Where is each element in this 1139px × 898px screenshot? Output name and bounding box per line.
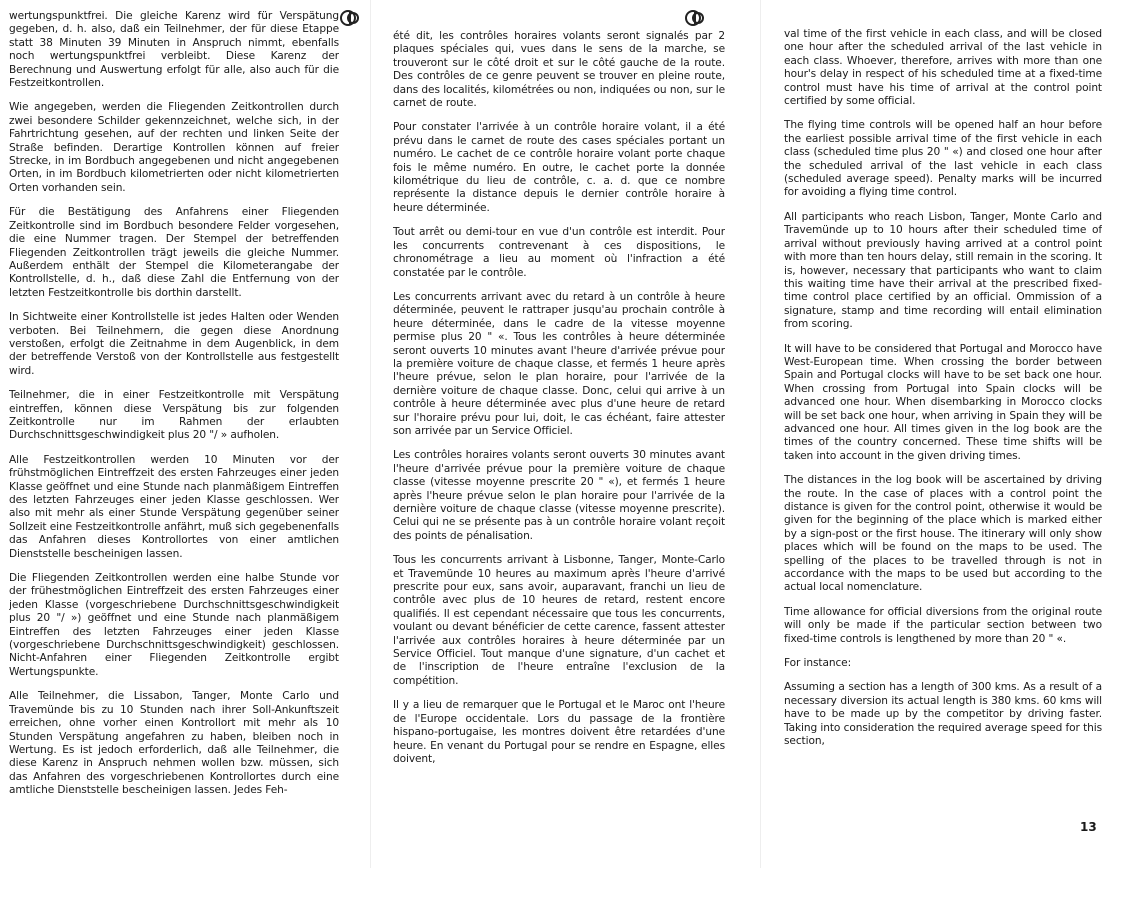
column-gap xyxy=(370,0,371,868)
column-gap xyxy=(760,0,761,868)
paragraph: Pour constater l'arrivée à un contrôle horaire volant, il a été prévu dans le carnet de route des cases spéciales portant un numéro. Le cachet de ce contrôle horaire volant porte chaque fois le même numéro. En outre, le cachet porte la donnée kilométrique du lieu de contrôle, c. a. d. que ce nombre représente la distance depuis le dernier contrôle horaire à heure déterminée. xyxy=(393,121,725,214)
english-text-column xyxy=(784,28,1102,896)
paragraph: Il y a lieu de remarquer que le Portugal et le Maroc ont l'heure de l'Europe occidentale. Lors du passage de la frontière hispano-portugaise, les montres doivent être retardées d'une heure. En venant du Portugal pour se rendre en Espagne, elles doivent, xyxy=(393,699,725,765)
paragraph: Les contrôles horaires volants seront ouverts 30 minutes avant l'heure d'arrivée prévue pour la première voiture de chaque classe (vitesse moyenne prescrite 20 " «), et fermés 1 heure après l'heure prévue selon le plan horaire pour l'arrivée de la dernière voiture de chaque classe (vitesse moyenne prescrite). Celui qui ne se présente pas à un contrôle horaire volant reçoit des points de pénalisation. xyxy=(393,449,725,542)
rally-emblem-icon xyxy=(340,8,360,28)
paragraph: The flying time controls will be opened half an hour before the earliest possible arrival time of the first vehicle in each class (scheduled time plus 20 " «) and closed one hour after the scheduled arrival of the last vehicle in each class (scheduled average speed). Penalty marks will be incurred for avoiding a flying time control. xyxy=(784,119,1102,199)
paragraph: été dit, les contrôles horaires volants seront signalés par 2 plaques spéciales qui, vues dans le sens de la marche, se trouveront sur le côté droit et sur le côté gauche de la route. Des contrôles de ce genre peuvent se trouver en pleine route, dans des localités, kilométrées ou non, indiquées ou non, sur le carnet de route. xyxy=(393,30,725,110)
paragraph: For instance: xyxy=(784,657,852,670)
paragraph: All participants who reach Lisbon, Tanger, Monte Carlo and Travemünde up to 10 hours after their scheduled time of arrival without previously having arrived at a control point with more than ten hours delay, still remain in the scoring. It is, however, necessary that participants who want to claim this waiting time have their arrival at the prescribed fixed-time control place certified by an official. Ommission of a signature, stamp and time recording will entail elimination from scoring. xyxy=(784,210,1102,331)
rally-emblem-icon xyxy=(340,8,360,28)
page-number: 13 xyxy=(1080,820,1097,834)
paragraph: Die Fliegenden Zeitkontrollen werden eine halbe Stunde vor der frühestmöglichen Eintreffzeit des ersten Fahrzeuges einer jeden Klasse (vorgeschriebene Durchschnittsgeschwindigkeit plus 20 "/ ») geöffnet und eine Stunde nach planmäßigem Eintreffen des letzten Fahrzeuges einer jeden Klasse (vorgeschriebene Durchschnittsgeschwindigkeit) geschlossen. Nicht-Anfahren einer Fliegenden Zeitkontrolle ergibt Wertungspunkte. xyxy=(9,572,339,678)
paragraph: Teilnehmer, die in einer Festzeitkontrolle mit Verspätung eintreffen, können diese Verspätung bis zur folgenden Zeitkontrolle nur im Rahmen der erlaubten Durchschnittsgeschwindigkeit plus 20 "/ » aufholen. xyxy=(9,389,339,442)
paragraph: Assuming a section has a length of 300 kms. As a result of a necessary diversion its actual length is 380 kms. 60 kms will have to be made up by the competitor by driving faster. Taking into consideration the required average speed for this section, xyxy=(784,681,1102,748)
french-text-column xyxy=(393,30,725,898)
paragraph: Tous les concurrents arrivant à Lisbonne, Tanger, Monte-Carlo et Travemünde 10 heures au maximum après l'heure d'arrivé prescrite pour eux, sans avoir, auparavant, franchi un lieu de contrôle avec plus de 10 heures de retard, restent encore qualifiés. Il est cependant nécessaire que tous les concurrents, voulant ou devant bénéficier de cette carence, fassent attester l'arrivée aux contrôles horaires à heure déterminée par un Service Officiel. Tout manque d'une signature, d'un cachet et de l'inscription de l'heure entraîne l'exclusion de la compétition. xyxy=(393,554,725,687)
rally-emblem-icon xyxy=(685,8,705,28)
paragraph: Time allowance for official diversions from the original route will only be made if the particular section between two fixed-time controls is lengthened by more than 20 " «. xyxy=(784,605,1102,645)
paragraph: Les concurrents arrivant avec du retard à un contrôle à heure déterminée, peuvent le rattraper jusqu'au prochain contrôle à heure déterminée, dans le cadre de la vitesse moyenne permise plus 20 " «. Tous les contrôles à heure déterminée seront ouverts 10 minutes avant l'heure d'arrivée prévue pour la première voiture de chaque classe, et fermés 1 heure après l'heure prévue, selon le plan horaire, pour l'arrivée de la dernière voiture de chaque classe. Donc, celui qui arrive à un contrôle à heure déterminée avec plus d'une heure de retard sur l'horaire prévu pour lui, doit, le cas échéant, faire attester son arrivée par un Service Officiel. xyxy=(393,290,725,437)
rally-emblem-icon xyxy=(685,8,705,28)
paragraph: The distances in the log book will be ascertained by driving the route. In the case of places with a control point the distance is given for the control point, otherwise it would be given for the beginning of the place which is marked either by a sign-post or the first house. The itinerary will only show places which will be found on the maps to be used. The spelling of the places to be travelled through is not in accordance with the maps to be used but according to the actual local nomenclature. xyxy=(784,474,1102,594)
paragraph: Wie angegeben, werden die Fliegenden Zeitkontrollen durch zwei besondere Schilder gekennzeichnet, welche sich, in der Fahrtrichtung gesehen, auf der rechten und linken Seite der Straße befinden. Derartige Kontrollen können auf freier Strecke, in im Bordbuch angegebenen und nicht angegebenen Orten, in im Bordbuch kilometrierten oder nicht kilometrierten Orten vorhanden sein. xyxy=(9,101,339,194)
paragraph: Alle Festzeitkontrollen werden 10 Minuten vor der frühstmöglichen Eintreffzeit des ersten Fahrzeuges einer jeden Klasse geöffnet und eine Stunde nach planmäßigem Eintreffen des letzten Fahrzeuges einer jeden Klasse geschlossen. Wer also mit mehr als einer Stunde Verspätung gegenüber seiner Sollzeit eine Festzeitkontrolle anfährt, muß sich gegebenenfalls das Anfahren dieses Kontrollortes von einer amtlichen Dienststelle bescheinigen lassen. xyxy=(9,453,339,560)
paragraph: It will have to be considered that Portugal and Morocco have West-European time. When crossing the border between Spain and Portugal clocks will have to be set back one hour. When crossing from Portugal into Spain clocks will be advanced one hour. When disembarking in Morocco clocks will be set back one hour, when arriving in Spain they will be advanced one hour. All times given in the log book are the times of the country concerned. These time shifts will be taken into account in the given driving times. xyxy=(784,342,1102,462)
paragraph: Für die Bestätigung des Anfahrens einer Fliegenden Zeitkontrolle sind im Bordbuch besondere Felder vorgesehen, die eine Nummer tragen. Der Stempel der betreffenden Fliegenden Zeitkontrollen trägt jeweils die gleiche Nummer. Außerdem enthält der Stempel die Kilometerangabe der Kontrollstelle, d. h., daß diese Zahl die Entfernung von der letzten Festzeitkontrolle bis dorthin darstellt. xyxy=(9,206,339,299)
paragraph: Alle Teilnehmer, die Lissabon, Tanger, Monte Carlo und Travemünde bis zu 10 Stunden nach ihrer Soll-Ankunftszeit erreichen, ohne vorher einen Kontrollort mit mehr als 10 Stunden Verspätung angefahren zu haben, bleiben noch in Wertung. Es ist jedoch erforderlich, daß alle Teilnehmer, die diese Karenz in Anspruch nehmen wollen bzw. müssen, sich das Anfahren des vorgeschriebenen Kontrollortes durch eine amtliche Dienststelle bescheinigen lassen. Jedes Feh- xyxy=(9,690,339,797)
paragraph: In Sichtweite einer Kontrollstelle ist jedes Halten oder Wenden verboten. Bei Teilnehmern, die gegen diese Anordnung verstoßen, erfolgt die Zeitnahme in dem Augenblick, in dem der betreffende Verstoß von der Kontrollstelle aus festgestellt wird. xyxy=(9,311,339,377)
paragraph: val time of the first vehicle in each class, and will be closed one hour after the scheduled arrival of the last vehicle in each class. Whoever, therefore, arrives with more than one hour's delay in respect of his scheduled time at a fixed-time control must have his time of arrival at the control point certified by some official. xyxy=(784,28,1102,108)
german-text-column xyxy=(9,10,339,878)
paragraph: Tout arrêt ou demi-tour en vue d'un contrôle est interdit. Pour les concurrents contrevenant à ces dispositions, le chronométrage a lieu au moment où l'infraction a été constatée par le contrôle. xyxy=(393,226,725,279)
paragraph: wertungspunktfrei. Die gleiche Karenz wird für Verspätung gegeben, d. h. also, daß ein Teilnehmer, der für diese Etappe statt 38 Minuten 39 Minuten in Anspruch nimmt, ebenfalls noch wertungspunktfrei verbleibt. Diese Karenz der Berechnung und Auswertung erfolgt für alle, also auch für die Festzeitkontrollen. xyxy=(9,10,339,90)
